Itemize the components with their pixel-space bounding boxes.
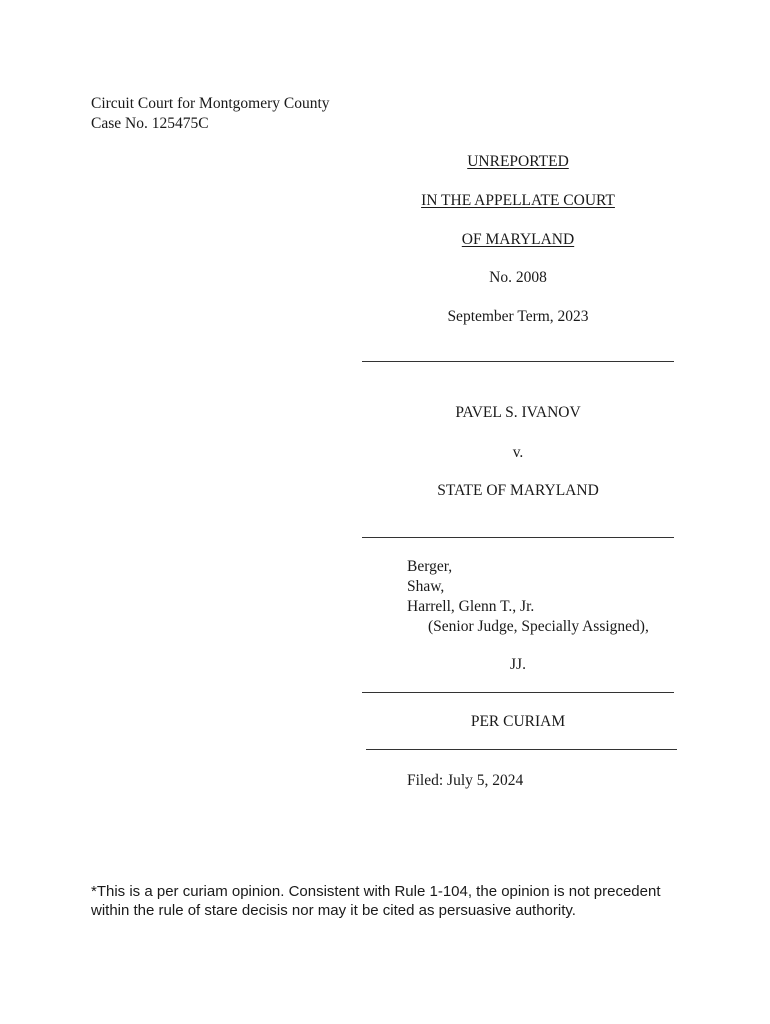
judge-name: Harrell, Glenn T., Jr. [407,598,535,615]
court-name-text-1: IN THE APPELLATE COURT [421,192,615,209]
divider-rule [362,537,674,538]
circuit-court-label: Circuit Court for Montgomery County [91,95,330,112]
court-name-text-2: OF MARYLAND [461,231,575,248]
divider-rule [362,692,674,693]
divider-rule [362,361,674,362]
case-number: Case No. 125475C [91,115,209,132]
jj-label: JJ. [510,656,526,673]
divider-rule [366,749,677,750]
footnote-line-1: *This is a per curiam opinion. Consistent with Rule 1-104, the opinion is not precedent [91,883,661,900]
footnote-line-2: within the rule of stare decisis nor may it be cited as persuasive authority. [91,902,576,919]
court-name-line-2 [362,230,674,250]
judge-note: (Senior Judge, Specially Assigned), [428,618,649,635]
appellee-name: STATE OF MARYLAND [437,482,599,499]
unreported-heading [362,152,674,172]
versus-label: v. [512,444,524,461]
opinion-type: PER CURIAM [470,713,566,730]
term: September Term, 2023 [447,308,589,325]
judge-name: Berger, [407,558,453,575]
court-name-line-1 [362,191,674,211]
appeal-number: No. 2008 [489,269,547,286]
filed-date: Filed: July 5, 2024 [407,772,524,789]
appellant-name: PAVEL S. IVANOV [455,404,581,421]
judge-name: Shaw, [407,578,445,595]
unreported-text: UNREPORTED [467,153,569,170]
